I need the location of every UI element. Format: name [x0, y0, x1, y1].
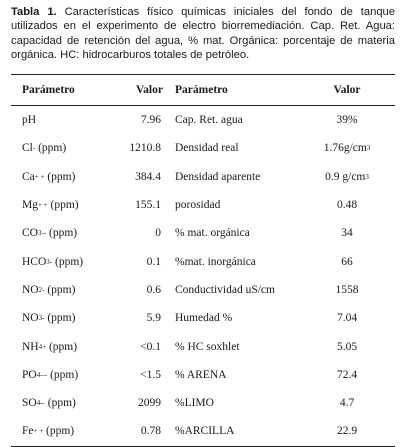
value-text: 0.9 g/cm	[325, 170, 366, 183]
value-cell-2	[311, 106, 383, 134]
value-text: 72.4	[336, 368, 358, 381]
parameter-cell: SO 4 -- (ppm)	[22, 397, 76, 410]
caption-label: Tabla 1.	[11, 6, 57, 18]
parameter-symbol: HCO	[22, 255, 47, 268]
parameter-unit: (ppm)	[35, 142, 67, 155]
value-cell: <1.5	[140, 368, 161, 381]
value-cell-2	[311, 247, 383, 275]
value-cell: 7.96	[140, 114, 161, 127]
parameter-cell: NO 3 - (ppm)	[22, 312, 76, 325]
value-text: 34	[341, 227, 353, 240]
parameter-unit: (ppm)	[47, 199, 79, 212]
parameter-cell-2: Humedad %	[175, 312, 233, 325]
parameter-cell-2: Densidad real	[175, 142, 239, 155]
parameter-cell-2: porosidad	[175, 199, 221, 212]
parameter-cell: NO 2 - (ppm)	[22, 283, 76, 296]
parameter-cell-2: %LIMO	[175, 397, 214, 410]
header-value-1: Valor	[135, 84, 163, 96]
table-row	[11, 163, 395, 191]
value-text: 1558	[335, 283, 359, 296]
table-caption	[11, 5, 395, 63]
parameter-unit: (ppm)	[47, 368, 79, 381]
value-cell: 155.1	[135, 199, 161, 212]
parameter-symbol: Ca	[22, 170, 35, 183]
parameter-cell: Fe + + (ppm)	[22, 425, 75, 438]
value-cell-2	[311, 332, 383, 360]
parameter-symbol: Cl	[22, 142, 33, 155]
value-text: 39%	[336, 114, 358, 127]
value-cell: 2099	[138, 397, 161, 410]
parameter-cell: CO 3 -- (ppm)	[22, 227, 78, 240]
table-row	[11, 389, 395, 417]
parameter-cell-2: % HC soxhlet	[175, 340, 240, 353]
parameter-cell-2: Conductividad uS/cm	[175, 283, 275, 296]
value-cell-2	[311, 361, 383, 389]
parameter-symbol: NH	[22, 340, 39, 353]
parameter-unit: (ppm)	[46, 340, 78, 353]
table-row	[11, 304, 395, 332]
parameter-symbol: NO	[22, 283, 39, 296]
parameter-unit: (ppm)	[46, 227, 78, 240]
parameter-symbol: pH	[22, 114, 37, 127]
table-row	[11, 247, 395, 275]
parameter-unit: (ppm)	[44, 170, 76, 183]
parameter-cell: Cl - (ppm)	[22, 142, 67, 155]
value-cell: <0.1	[140, 340, 161, 353]
parameter-cell-2: Cap. Ret. agua	[175, 114, 243, 127]
table-row	[11, 191, 395, 219]
value-text: 7.04	[336, 312, 358, 325]
value-text: 66	[341, 255, 353, 268]
header-value-2: Valor	[333, 84, 361, 96]
table-row	[11, 134, 395, 162]
parameter-cell: NH 4 + (ppm)	[22, 340, 78, 353]
value-cell-2: 0.9 g/cm 3	[325, 170, 369, 183]
value-cell-2	[311, 389, 383, 417]
parameter-unit: (ppm)	[44, 312, 76, 325]
parameter-symbol: CO	[22, 227, 38, 240]
parameter-cell-2: %ARCILLA	[175, 425, 235, 438]
table-row	[11, 361, 395, 389]
table-header-row	[11, 75, 395, 106]
table-row	[11, 106, 395, 134]
table-body	[11, 106, 395, 446]
parameter-symbol: Mg	[22, 199, 38, 212]
table-row	[11, 276, 395, 304]
value-cell-2	[311, 417, 383, 445]
value-text: 1.76g/cm	[323, 142, 367, 155]
value-cell-2	[311, 276, 383, 304]
value-cell-2	[311, 219, 383, 247]
header-parameter-2: Parámetro	[175, 84, 228, 96]
properties-table	[11, 74, 395, 447]
table-row	[11, 417, 395, 445]
parameter-cell: Ca + + (ppm)	[22, 170, 76, 183]
parameter-unit: (ppm)	[44, 283, 76, 296]
parameter-symbol: Fe	[22, 425, 34, 438]
parameter-symbol: SO	[22, 397, 37, 410]
parameter-cell	[22, 106, 36, 134]
value-cell: 5.9	[146, 312, 161, 325]
value-cell: 384.4	[135, 170, 161, 183]
value-cell-2	[311, 191, 383, 219]
parameter-cell: HCO 3 - (ppm)	[22, 255, 84, 268]
parameter-cell-2: % mat. orgánica	[175, 227, 250, 240]
value-text: 0.48	[336, 199, 358, 212]
parameter-symbol: PO	[22, 368, 37, 381]
value-text: 4.7	[339, 397, 355, 410]
value-cell-2	[311, 304, 383, 332]
parameter-cell-2: % ARENA	[175, 368, 227, 381]
parameter-cell-2: %mat. inorgánica	[175, 255, 256, 268]
value-cell: 0.78	[140, 425, 161, 438]
value-cell: 1210.8	[129, 142, 161, 155]
value-text: 22.9	[336, 425, 358, 438]
value-cell: 0	[155, 227, 161, 240]
table-row	[11, 219, 395, 247]
value-text: 5.05	[336, 340, 358, 353]
parameter-cell: PO 4 --- (ppm)	[22, 368, 79, 381]
parameter-unit: (ppm)	[52, 255, 84, 268]
parameter-cell-2: Densidad aparente	[175, 170, 261, 183]
caption-text: Características físico químicas iniciales del fondo de tanque utilizados en el experimento de electro biorremediación. Cap. Ret. Agua: capacidad de retención del agua, % mat. Orgánica: porcentaje de materia orgánica. HC: hidrocarburos totales de petróleo.	[11, 6, 395, 62]
parameter-unit: (ppm)	[44, 397, 76, 410]
table-row	[11, 332, 395, 360]
parameter-cell: Mg + + (ppm)	[22, 199, 79, 212]
value-cell-2: 1.76g/cm 3	[323, 142, 371, 155]
parameter-symbol: NO	[22, 312, 39, 325]
value-cell: 0.1	[146, 255, 161, 268]
value-cell: 0.6	[146, 283, 161, 296]
parameter-unit: (ppm)	[43, 425, 75, 438]
header-parameter-1: Parámetro	[22, 84, 75, 96]
